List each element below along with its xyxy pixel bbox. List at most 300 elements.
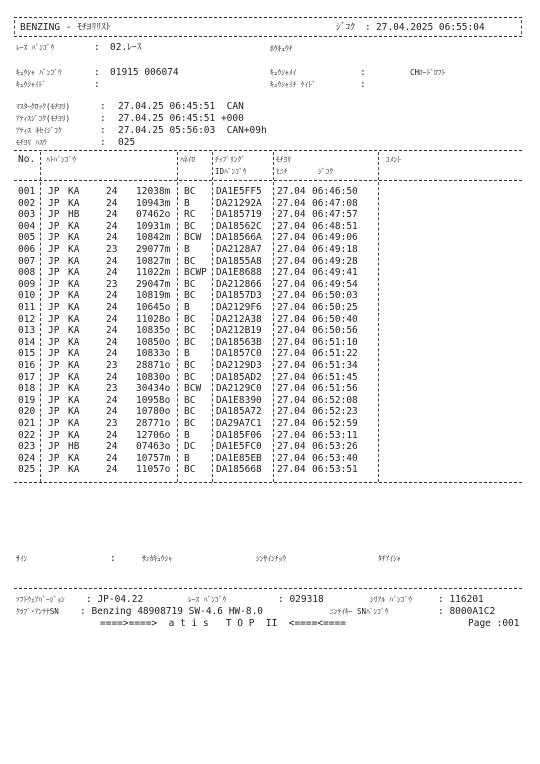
row-club: KA <box>68 452 80 464</box>
row-year: 23 <box>106 360 118 371</box>
row-feather-color: B <box>184 197 190 209</box>
row-number: 016 <box>18 360 36 371</box>
table-row <box>18 221 498 233</box>
row-chip-id: DA2129F6 <box>216 302 262 313</box>
left-edge-mark <box>14 20 15 34</box>
row-arrival-time: 06:49:54 <box>312 278 358 290</box>
row-arrival-time: 06:51:10 <box>312 336 358 348</box>
col-no-header: No. <box>18 154 36 165</box>
atis-time-label: ｱﾃｨｽｼﾞｺｸ(ﾓﾁﾖﾘ) <box>16 114 71 123</box>
row-arrival-time: 06:52:23 <box>312 406 358 418</box>
row-ring-number: 10850o <box>136 336 171 348</box>
row-feather-color: BC <box>184 186 196 197</box>
row-number: 004 <box>18 220 36 232</box>
race-no-colon: : <box>94 42 100 53</box>
row-club: KA <box>68 267 80 279</box>
row-chip-id: DA185719 <box>216 209 262 221</box>
row-year: 24 <box>106 348 118 360</box>
row-country: JP <box>48 406 60 418</box>
row-year: 24 <box>106 302 118 313</box>
row-club: KA <box>68 197 80 209</box>
row-club: HB <box>68 441 80 453</box>
row-feather-color: BC <box>184 290 196 302</box>
start-time-colon: : <box>100 125 106 136</box>
row-number: 014 <box>18 336 36 348</box>
row-feather-color: BC <box>184 313 196 325</box>
club-no-label: ｷｭｳｼｬ ﾊﾞﾝｺﾞｳ <box>16 68 62 77</box>
row-arrival-date: 27.04 <box>277 441 306 453</box>
start-time-value: 27.04.25 05:56:03 CAN+09h <box>118 125 267 136</box>
table-row <box>18 360 498 372</box>
row-chip-id: DA212B19 <box>216 325 262 337</box>
row-year: 24 <box>106 429 118 441</box>
row-country: JP <box>48 325 60 337</box>
row-year: 24 <box>106 186 118 197</box>
signature-label: ｻｲﾝ <box>16 554 28 563</box>
table-row <box>18 453 498 465</box>
row-year: 24 <box>106 232 118 244</box>
row-feather-color: BC <box>184 464 196 476</box>
row-feather-color: BC <box>184 406 196 418</box>
row-chip-id: DA2129D3 <box>216 360 262 371</box>
row-ring-number: 28871o <box>136 360 171 371</box>
master-clock-label: ﾏｽﾀｰｸﾛｯｸ(ﾓﾁﾖﾘ) <box>16 102 71 111</box>
report-title: BENZING - ﾓﾁﾖﾘﾘｽﾄ <box>20 22 111 33</box>
table-row <box>18 209 498 221</box>
arrival-count-value: 025 <box>118 137 136 148</box>
row-chip-id: DA21292A <box>216 197 262 209</box>
row-country: JP <box>48 464 60 476</box>
row-arrival-time: 06:50:40 <box>312 313 358 325</box>
row-arrival-date: 27.04 <box>277 197 306 209</box>
row-chip-id: DA1E85EB <box>216 452 262 464</box>
table-row <box>18 464 498 476</box>
owner-name-label: ｷｭｳｼｬﾒｲ <box>270 68 297 77</box>
row-arrival-time: 06:48:51 <box>312 220 358 232</box>
row-year: 24 <box>106 197 118 209</box>
row-country: JP <box>48 267 60 279</box>
row-ring-number: 10819m <box>136 290 171 302</box>
row-arrival-time: 06:46:50 <box>312 186 358 197</box>
row-chip-id: DA1855A8 <box>216 255 262 267</box>
table-row <box>18 441 498 453</box>
row-ring-number: 10842m <box>136 232 171 244</box>
row-number: 017 <box>18 371 36 383</box>
venue-label: ﾎｳｷｭｳﾁ <box>270 44 293 53</box>
row-arrival-date: 27.04 <box>277 325 306 337</box>
footer-divider <box>14 588 522 589</box>
row-ring-number: 10835o <box>136 325 171 337</box>
table-row <box>18 256 498 268</box>
row-chip-id: DA18566A <box>216 232 262 244</box>
row-ring-number: 10757m <box>136 452 171 464</box>
row-chip-id: DA1E5FC0 <box>216 441 262 453</box>
row-chip-id: DA2129C0 <box>216 383 262 395</box>
header-divider <box>14 36 522 37</box>
start-time-label: ｱﾃｨｽ ｷｾｲｼﾞｺｸ <box>16 126 62 135</box>
row-ring-number: 30434o <box>136 383 171 395</box>
col-arrival-header: ﾓﾁﾖﾘ <box>276 155 291 164</box>
row-number: 008 <box>18 267 36 279</box>
row-country: JP <box>48 394 60 406</box>
row-arrival-time: 06:49:41 <box>312 267 358 279</box>
row-number: 019 <box>18 394 36 406</box>
row-chip-id: DA185AD2 <box>216 371 262 383</box>
row-feather-color: B <box>184 348 190 360</box>
race-number-label: ﾚｰｽ ﾊﾞﾝｺﾞｳ <box>188 595 227 604</box>
row-club: KA <box>68 360 80 371</box>
owner-lat-label: ｷｭｳｼｬｲﾁ ｹｲﾄﾞ <box>270 80 316 89</box>
row-number: 024 <box>18 452 36 464</box>
row-club: KA <box>68 290 80 302</box>
print-time-value: 27.04.2025 06:55:04 <box>376 22 485 33</box>
master-clock-colon: : <box>100 101 106 112</box>
row-number: 022 <box>18 429 36 441</box>
row-feather-color: BC <box>184 278 196 290</box>
race-no-label: ﾚｰｽ ﾊﾞﾝｺﾞｳ <box>16 43 55 52</box>
row-country: JP <box>48 383 60 395</box>
table-top-divider <box>14 150 522 151</box>
row-ring-number: 29047m <box>136 278 171 290</box>
row-arrival-time: 06:53:11 <box>312 429 358 441</box>
table-row <box>18 198 498 210</box>
table-row <box>18 325 498 337</box>
row-ring-number: 10645o <box>136 302 171 313</box>
row-arrival-time: 06:51:34 <box>312 360 358 371</box>
row-feather-color: BC <box>184 418 196 429</box>
row-feather-color: BC <box>184 325 196 337</box>
row-feather-color: BC <box>184 371 196 383</box>
clock-antenna-value: : Benzing 48908719 SW-4.6 HW-8.0 <box>80 606 264 617</box>
row-number: 010 <box>18 290 36 302</box>
row-arrival-time: 06:53:26 <box>312 441 358 453</box>
table-row <box>18 406 498 418</box>
row-arrival-date: 27.04 <box>277 244 306 255</box>
table-row <box>18 290 498 302</box>
row-arrival-date: 27.04 <box>277 406 306 418</box>
row-ring-number: 10931m <box>136 220 171 232</box>
row-ring-number: 10827m <box>136 255 171 267</box>
table-header-divider <box>14 180 522 181</box>
device-serial-value: : 8000A1C2 <box>438 606 496 617</box>
row-year: 24 <box>106 336 118 348</box>
row-year: 24 <box>106 452 118 464</box>
col-ring-header: ﾊﾄﾊﾞﾝｺﾞｳ <box>46 155 76 164</box>
row-country: JP <box>48 336 60 348</box>
row-number: 011 <box>18 302 36 313</box>
device-serial-label: ﾆﾝﾃｲｷｰ SNﾊﾞﾝｺﾞｳ <box>330 607 389 616</box>
row-chip-id: DA212866 <box>216 278 262 290</box>
row-number: 009 <box>18 278 36 290</box>
row-country: JP <box>48 220 60 232</box>
table-row <box>18 430 498 442</box>
row-arrival-date: 27.04 <box>277 232 306 244</box>
table-row <box>18 267 498 279</box>
atis-banner: ====>====> a t i s T O P II <====<==== <box>100 618 346 629</box>
row-club: KA <box>68 313 80 325</box>
col-comment-header: ｺﾒﾝﾄ <box>386 155 401 164</box>
row-arrival-date: 27.04 <box>277 429 306 441</box>
row-ring-number: 10958o <box>136 394 171 406</box>
row-ring-number: 28771o <box>136 418 171 429</box>
atis-time-colon: : <box>100 113 106 124</box>
row-chip-id: DA1E8390 <box>216 394 262 406</box>
row-ring-number: 29077m <box>136 244 171 255</box>
row-year: 24 <box>106 394 118 406</box>
table-row <box>18 337 498 349</box>
row-arrival-date: 27.04 <box>277 418 306 429</box>
owner-addr-label: ｷｭｳｼｬｲﾄﾞ <box>16 80 46 89</box>
row-feather-color: BCW <box>184 383 202 395</box>
row-arrival-time: 06:47:57 <box>312 209 358 221</box>
signature-colon: : <box>110 553 116 564</box>
row-arrival-time: 06:49:06 <box>312 232 358 244</box>
row-year: 24 <box>106 464 118 476</box>
signature-witness: ﾀﾁｱｲｼｬ <box>378 554 401 563</box>
table-row <box>18 395 498 407</box>
row-club: KA <box>68 244 80 255</box>
row-year: 23 <box>106 244 118 255</box>
row-arrival-date: 27.04 <box>277 371 306 383</box>
row-feather-color: BC <box>184 220 196 232</box>
owner-lat-colon: : <box>360 79 366 90</box>
page-number: Page :001 <box>468 618 520 629</box>
master-clock-value: 27.04.25 06:45:51 CAN <box>118 101 244 112</box>
row-number: 005 <box>18 232 36 244</box>
row-arrival-time: 06:50:56 <box>312 325 358 337</box>
clock-antenna-label: ｸﾗﾌﾞ･ｱﾝﾃﾅSN <box>16 607 59 616</box>
row-arrival-date: 27.04 <box>277 452 306 464</box>
row-country: JP <box>48 209 60 221</box>
print-time-colon: : <box>365 22 371 33</box>
row-arrival-date: 27.04 <box>277 220 306 232</box>
top-divider <box>14 17 522 18</box>
row-feather-color: B <box>184 452 190 464</box>
table-row <box>18 348 498 360</box>
col-chip-subheader: IDﾊﾞﾝｺﾞｳ <box>215 167 247 176</box>
row-country: JP <box>48 418 60 429</box>
row-country: JP <box>48 197 60 209</box>
row-arrival-date: 27.04 <box>277 290 306 302</box>
row-chip-id: DA1E8688 <box>216 267 262 279</box>
row-arrival-date: 27.04 <box>277 348 306 360</box>
col-time-subheader: ｼﾞｺｸ <box>318 167 333 176</box>
row-year: 24 <box>106 371 118 383</box>
row-arrival-date: 27.04 <box>277 394 306 406</box>
col-color-header: ﾊﾈｲﾛ <box>180 155 195 164</box>
row-arrival-time: 06:49:28 <box>312 255 358 267</box>
signature-judge: ｼﾝｻｲﾝﾁｮｳ <box>256 554 286 563</box>
row-country: JP <box>48 360 60 371</box>
row-country: JP <box>48 313 60 325</box>
row-club: KA <box>68 406 80 418</box>
row-arrival-date: 27.04 <box>277 255 306 267</box>
row-year: 24 <box>106 325 118 337</box>
row-number: 003 <box>18 209 36 221</box>
club-no-colon: : <box>94 67 100 78</box>
row-club: KA <box>68 383 80 395</box>
table-row <box>18 186 498 198</box>
row-feather-color: DC <box>184 441 196 453</box>
row-club: KA <box>68 371 80 383</box>
row-arrival-date: 27.04 <box>277 278 306 290</box>
row-number: 013 <box>18 325 36 337</box>
row-number: 006 <box>18 244 36 255</box>
row-ring-number: 12706o <box>136 429 171 441</box>
row-year: 24 <box>106 441 118 453</box>
row-arrival-time: 06:49:18 <box>312 244 358 255</box>
row-year: 23 <box>106 418 118 429</box>
row-feather-color: BCW <box>184 232 202 244</box>
row-club: KA <box>68 336 80 348</box>
table-bottom-divider <box>14 482 522 483</box>
row-feather-color: B <box>184 302 190 313</box>
serial-number-label: ｼﾘｱﾙ ﾊﾞﾝｺﾞｳ <box>370 595 413 604</box>
row-number: 023 <box>18 441 36 453</box>
row-year: 23 <box>106 278 118 290</box>
row-club: KA <box>68 429 80 441</box>
right-edge-mark <box>521 20 522 34</box>
row-arrival-date: 27.04 <box>277 209 306 221</box>
row-year: 24 <box>106 267 118 279</box>
table-row <box>18 244 498 256</box>
row-ring-number: 07463o <box>136 441 171 453</box>
row-chip-id: DA18563B <box>216 336 262 348</box>
row-number: 025 <box>18 464 36 476</box>
owner-name-colon: : <box>360 67 366 78</box>
race-number-value: : 029318 <box>278 594 324 605</box>
row-arrival-time: 06:50:03 <box>312 290 358 302</box>
row-chip-id: DA29A7C1 <box>216 418 262 429</box>
row-country: JP <box>48 452 60 464</box>
row-country: JP <box>48 278 60 290</box>
row-feather-color: BC <box>184 255 196 267</box>
row-arrival-date: 27.04 <box>277 186 306 197</box>
table-row <box>18 418 498 430</box>
row-club: KA <box>68 232 80 244</box>
row-year: 24 <box>106 313 118 325</box>
row-ring-number: 10943m <box>136 197 171 209</box>
row-number: 018 <box>18 383 36 395</box>
row-ring-number: 12038m <box>136 186 171 197</box>
club-no-value: 01915 006074 <box>110 67 179 78</box>
row-arrival-time: 06:51:45 <box>312 371 358 383</box>
table-row <box>18 302 498 314</box>
row-club: KA <box>68 220 80 232</box>
race-no-value: 02.ﾚｰｽ <box>110 42 142 53</box>
row-arrival-time: 06:52:59 <box>312 418 358 429</box>
row-country: JP <box>48 441 60 453</box>
owner-addr-colon: : <box>94 79 100 90</box>
row-country: JP <box>48 348 60 360</box>
row-ring-number: 10780o <box>136 406 171 418</box>
row-year: 24 <box>106 255 118 267</box>
col-date-subheader: ﾋﾆﾁ <box>276 167 288 176</box>
row-year: 24 <box>106 406 118 418</box>
row-number: 021 <box>18 418 36 429</box>
row-number: 020 <box>18 406 36 418</box>
row-club: KA <box>68 302 80 313</box>
row-arrival-time: 06:53:40 <box>312 452 358 464</box>
row-country: JP <box>48 290 60 302</box>
row-arrival-time: 06:51:22 <box>312 348 358 360</box>
row-chip-id: DA2128A7 <box>216 244 262 255</box>
row-chip-id: DA1857D3 <box>216 290 262 302</box>
row-number: 001 <box>18 186 36 197</box>
row-club: KA <box>68 186 80 197</box>
row-feather-color: BC <box>184 336 196 348</box>
row-club: KA <box>68 348 80 360</box>
row-club: HB <box>68 209 80 221</box>
signature-participant: ｻﾝｶｷｭｳｼｬ <box>142 554 172 563</box>
arrival-count-colon: : <box>100 137 106 148</box>
row-arrival-time: 06:47:08 <box>312 197 358 209</box>
row-ring-number: 11022m <box>136 267 171 279</box>
row-club: KA <box>68 464 80 476</box>
row-arrival-date: 27.04 <box>277 313 306 325</box>
row-club: KA <box>68 255 80 267</box>
row-club: KA <box>68 278 80 290</box>
row-arrival-time: 06:53:51 <box>312 464 358 476</box>
software-version-value: : JP-04.22 <box>86 594 144 605</box>
col-chip-header: ﾁｯﾌﾟﾘﾝｸﾞ <box>215 155 245 164</box>
print-time-label: ｼﾞｺｸ <box>336 22 356 33</box>
row-number: 012 <box>18 313 36 325</box>
row-arrival-date: 27.04 <box>277 336 306 348</box>
serial-number-value: : 116201 <box>438 594 484 605</box>
table-row <box>18 383 498 395</box>
row-country: JP <box>48 255 60 267</box>
row-ring-number: 11028o <box>136 313 171 325</box>
row-feather-color: RC <box>184 209 196 221</box>
row-chip-id: DA185F06 <box>216 429 262 441</box>
atis-time-value: 27.04.25 06:45:51 +000 <box>118 113 244 124</box>
row-country: JP <box>48 429 60 441</box>
row-feather-color: BC <box>184 360 196 371</box>
arrival-count-label: ﾓﾁﾖﾘ ﾊｽｳ <box>16 138 47 147</box>
row-arrival-date: 27.04 <box>277 360 306 371</box>
row-feather-color: B <box>184 429 190 441</box>
row-country: JP <box>48 232 60 244</box>
row-ring-number: 10830o <box>136 371 171 383</box>
row-club: KA <box>68 325 80 337</box>
row-year: 23 <box>106 383 118 395</box>
row-number: 002 <box>18 197 36 209</box>
table-row <box>18 372 498 384</box>
row-number: 007 <box>18 255 36 267</box>
row-country: JP <box>48 244 60 255</box>
row-feather-color: B <box>184 244 190 255</box>
row-country: JP <box>48 302 60 313</box>
row-country: JP <box>48 371 60 383</box>
row-arrival-time: 06:50:25 <box>312 302 358 313</box>
row-chip-id: DA1857C0 <box>216 348 262 360</box>
row-arrival-time: 06:52:08 <box>312 394 358 406</box>
row-club: KA <box>68 394 80 406</box>
row-feather-color: BC <box>184 394 196 406</box>
row-year: 24 <box>106 220 118 232</box>
row-chip-id: DA212A38 <box>216 313 262 325</box>
row-arrival-date: 27.04 <box>277 302 306 313</box>
row-year: 24 <box>106 209 118 221</box>
table-row <box>18 232 498 244</box>
table-row <box>18 314 498 326</box>
row-number: 015 <box>18 348 36 360</box>
row-year: 24 <box>106 290 118 302</box>
row-chip-id: DA185668 <box>216 464 262 476</box>
row-arrival-date: 27.04 <box>277 383 306 395</box>
owner-name-value: CHﾛｰﾄﾞﾛﾌﾄ <box>410 68 446 77</box>
